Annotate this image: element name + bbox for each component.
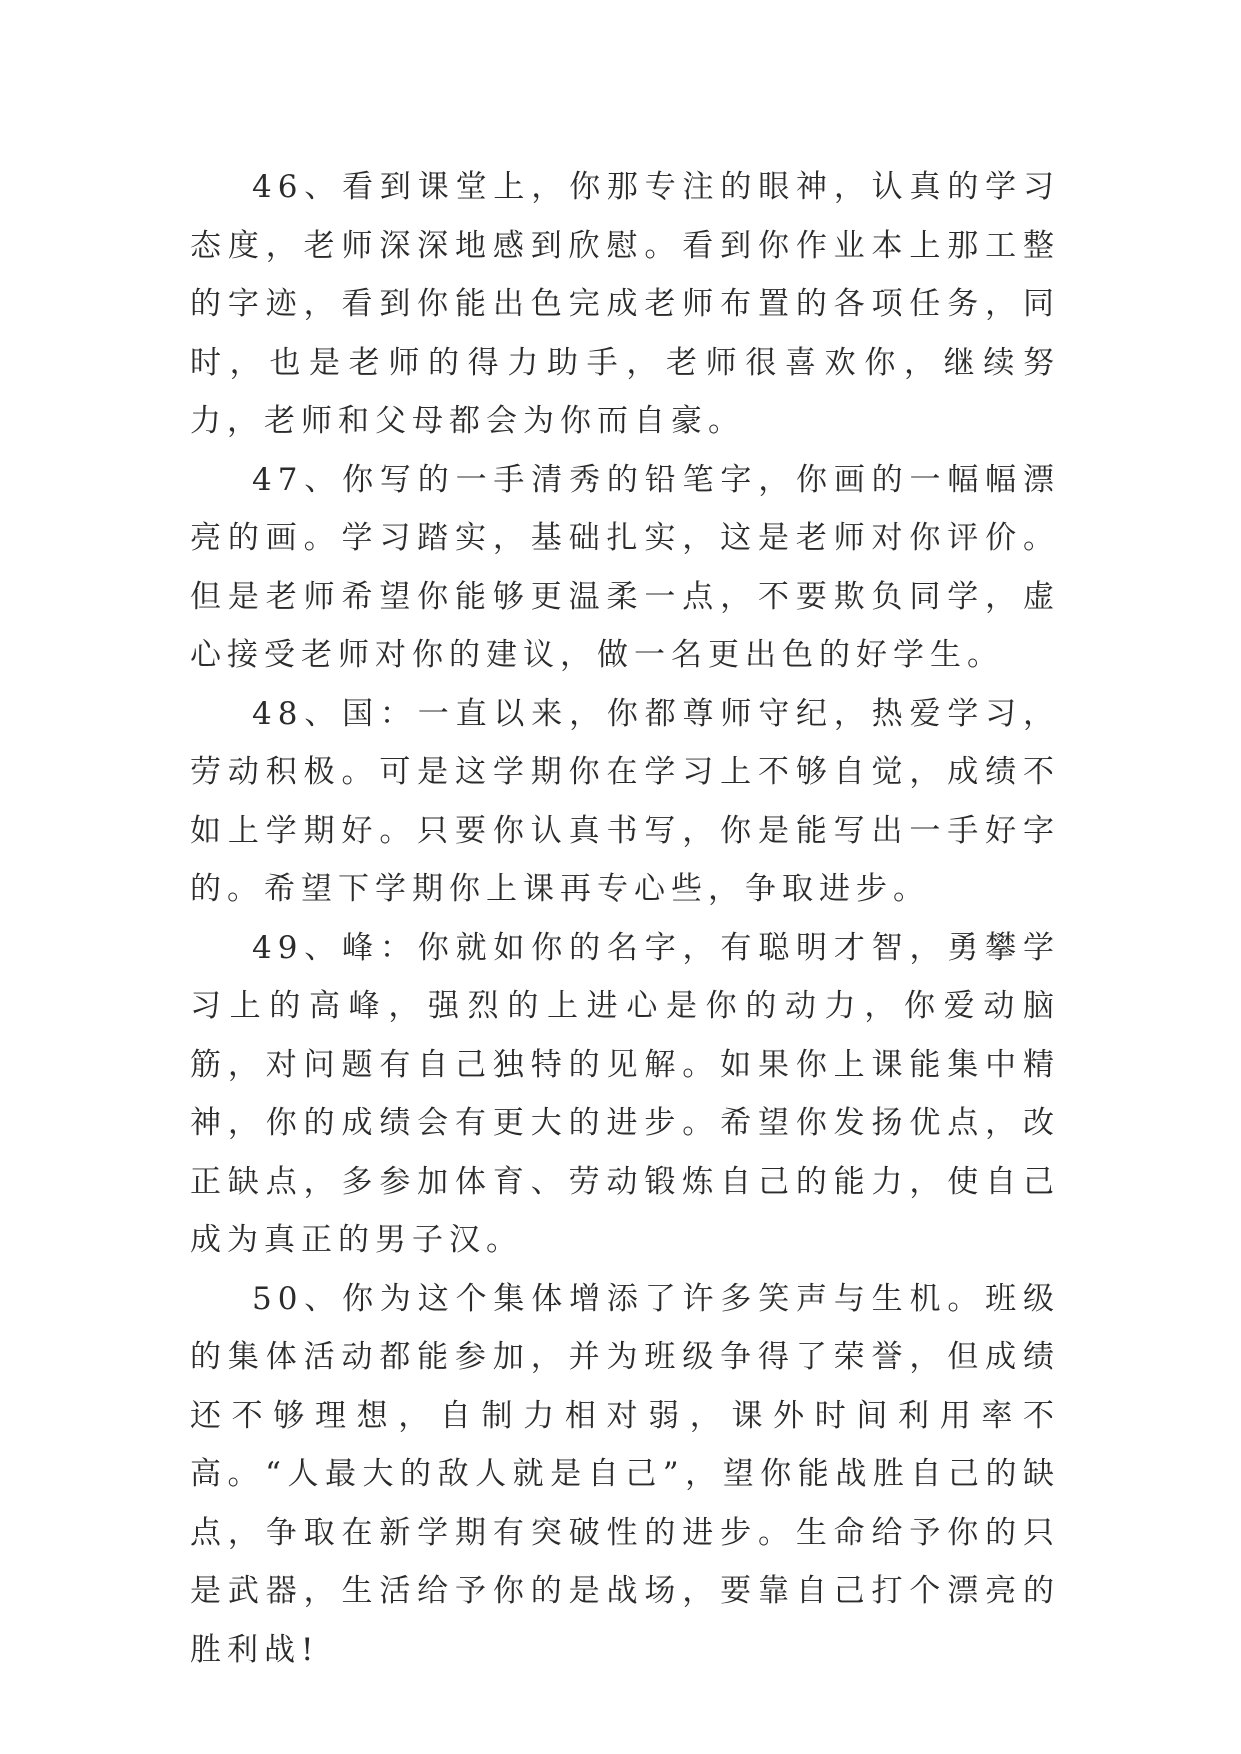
paragraph-46: 46、看到课堂上，你那专注的眼神，认真的学习态度，老师深深地感到欣慰。看到你作业本上那工整的字迹，看到你能出色完成老师布置的各项任务，同时，也是老师的得力助手，老师很喜欢你，继续努力，老师和父母都会为你而自豪。 (190, 169, 1060, 439)
paragraph-48: 48、国：一直以来，你都尊师守纪，热爱学习，劳动积极。可是这学期你在学习上不够自觉，成绩不如上学期好。只要你认真书写，你是能写出一手好字的。希望下学期你上课再专心些，争取进步。 (190, 695, 1060, 907)
paragraph-50: 50、你为这个集体增添了许多笑声与生机。班级的集体活动都能参加，并为班级争得了荣誉，但成绩还不够理想，自制力相对弱，课外时间利用率不高。“人最大的敌人就是自己”，望你能战胜自己的缺点，争取在新学期有突破性的进步。生命给予你的只是武器，生活给予你的是战场，要靠自己打个漂亮的胜利战! (190, 1280, 1060, 1668)
paragraph-49: 49、峰：你就如你的名字，有聪明才智，勇攀学习上的高峰，强烈的上进心是你的动力，你爱动脑筋，对问题有自己独特的见解。如果你上课能集中精神，你的成绩会有更大的进步。希望你发扬优点，改正缺点，多参加体育、劳动锻炼自己的能力，使自己成为真正的男子汉。 (190, 929, 1060, 1258)
paragraph-47: 47、你写的一手清秀的铅笔字，你画的一幅幅漂亮的画。学习踏实，基础扎实，这是老师对你评价。但是老师希望你能够更温柔一点，不要欺负同学，虚心接受老师对你的建议，做一名更出色的好学生。 (190, 461, 1060, 673)
document-body (190, 158, 1060, 1679)
